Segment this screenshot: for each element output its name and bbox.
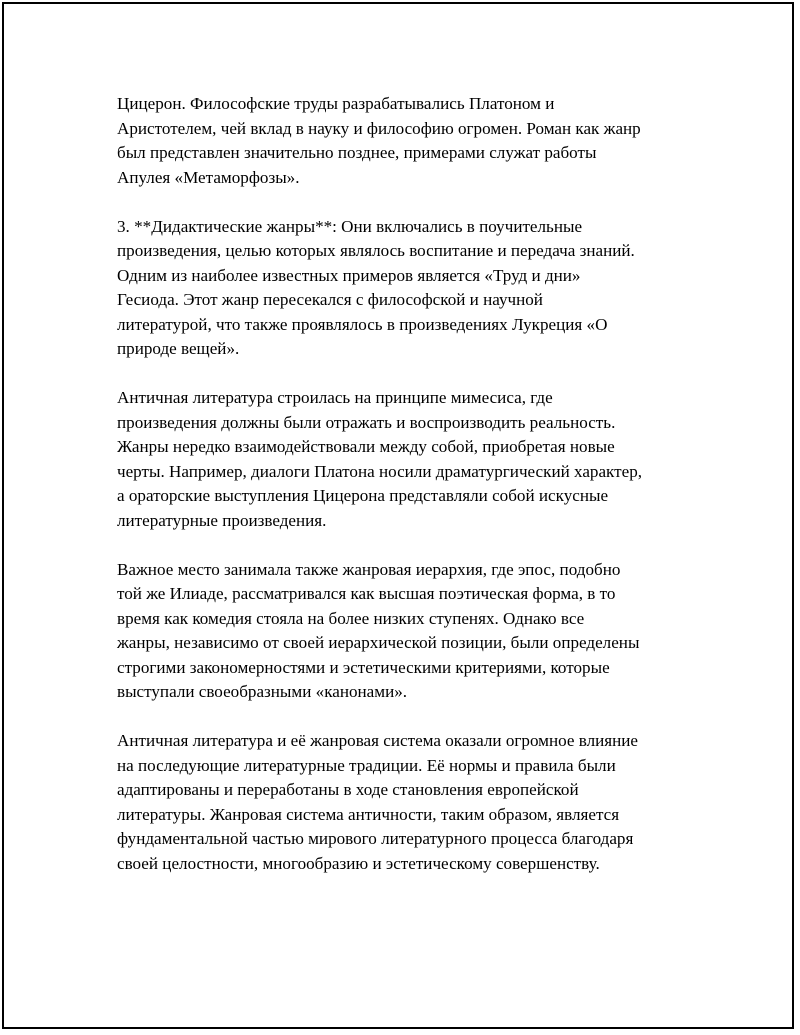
document-body [117, 92, 707, 876]
paragraph-genre-hierarchy: Важное место занимала также жанровая иерархия, где эпос, подобно той же Илиаде, рассматривался как высшая поэтическая форма, в то время как комедия стояла на более низких ступенях. Однако все жанры, независимо от своей иерархической позиции, были определены строгими закономерностями и эстетическими критериями, которые выступали своеобразными «канонами». [117, 559, 640, 701]
paragraph-influence: Античная литература и её жанровая система оказали огромное влияние на последующие литературные традиции. Её нормы и правила были адаптированы и переработаны в ходе становления европейской литературы. Жанровая система античности, таким образом, является фундаментальной частью мирового литературного процесса благодаря своей целостности, многообразию и эстетическому совершенству. [117, 731, 639, 873]
paragraph-cicero-philosophy: Цицерон. Философские труды разрабатывались Платоном и Аристотелем, чей вклад в науку и философию огромен. Роман как жанр был представлен значительно позднее, примерами служат работы Апулея «Метаморфозы». [117, 94, 641, 187]
paragraph-mimesis: Античная литература строилась на принципе мимесиса, где произведения должны были отражать и воспроизводить реальность. Жанры нередко взаимодействовали между собой, приобретая новые черты. Например, диалоги Платона носили драматургический характер, а ораторские выступления Цицерона представляли собой искусные литературные произведения. [117, 388, 643, 530]
paragraph-didactic-genres: 3. **Дидактические жанры**: Они включались в поучительные произведения, целью которых являлось воспитание и передача знаний. Одним из наиболее известных примеров является «Труд и дни» Гесиода. Этот жанр пересекался с философской и научной литературой, что также проявлялось в произведениях Лукреция «О природе вещей». [117, 216, 635, 358]
